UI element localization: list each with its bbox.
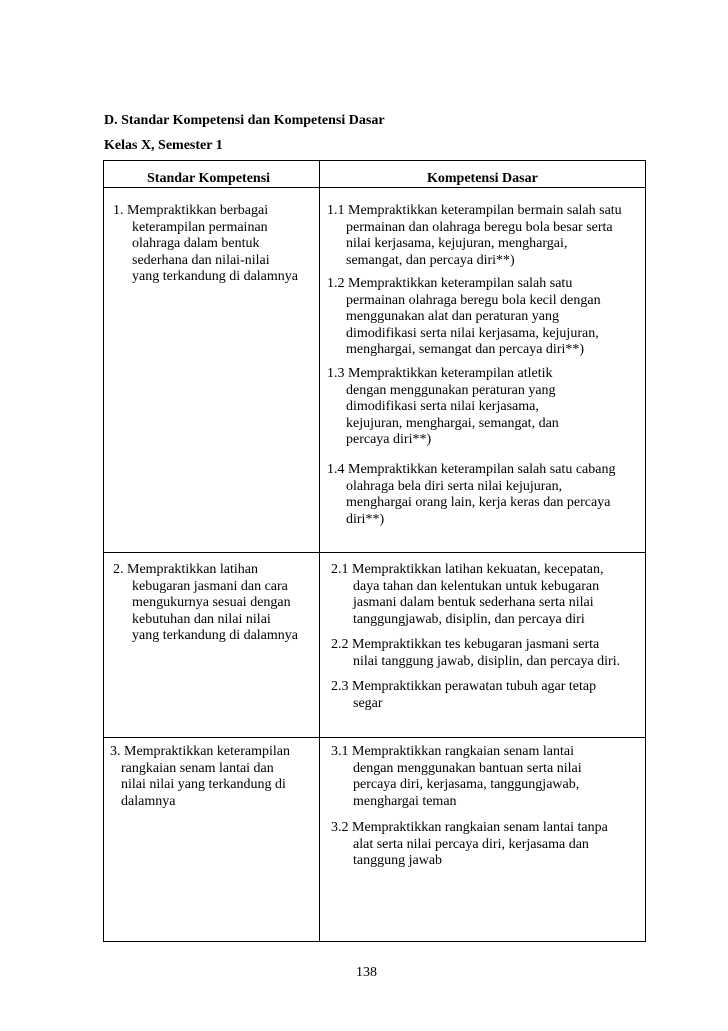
standard-competency-line: 2. Mempraktikkan latihan (113, 562, 259, 577)
basic-competency-1-1 (327, 203, 622, 269)
standard-competency-line: mengukurnya sesuai dengan (132, 595, 291, 610)
basic-competency-line: nilai tanggung jawab, disiplin, dan percaya diri. (353, 653, 621, 669)
basic-competency-line: percaya diri, kerjasama, tanggungjawab, (353, 777, 580, 792)
section-heading: D. Standar Kompetensi dan Kompetensi Dasar (104, 113, 385, 128)
basic-competency-line: dengan menggunakan bantuan serta nilai (353, 760, 582, 776)
basic-competency-line: 1.4 Mempraktikkan keterampilan salah satu cabang (327, 462, 616, 477)
basic-competency-line: menggunakan alat dan peraturan yang (346, 309, 560, 324)
basic-competency-line: 3.1 Mempraktikkan rangkaian senam lantai (331, 744, 574, 759)
basic-competency-1-2 (327, 276, 601, 359)
basic-competency-line: nilai kerjasama, kejujuran, menghargai, (346, 236, 568, 251)
basic-competency-line: tanggung jawab (353, 853, 443, 868)
basic-competency-line: menghargai, semangat dan percaya diri**) (346, 342, 585, 357)
basic-competency-line: 1.1 Mempraktikkan keterampilan bermain salah satu (327, 203, 622, 218)
header-divider (104, 187, 645, 188)
standard-competency-line: keterampilan permainan (132, 219, 268, 235)
basic-competency-2-2 (331, 637, 620, 670)
standard-competency-1 (113, 203, 298, 286)
standard-competency-line: kebutuhan dan nilai nilai (132, 611, 271, 627)
row-divider-1 (104, 552, 645, 553)
standard-competency-line: rangkaian senam lantai dan (121, 760, 274, 776)
standard-competency-3 (110, 744, 290, 810)
basic-competency-line: tanggungjawab, disiplin, dan percaya diri (353, 611, 585, 627)
basic-competency-line: 2.2 Mempraktikkan tes kebugaran jasmani serta (331, 637, 600, 652)
standard-competency-line: nilai nilai yang terkandung di (121, 777, 286, 792)
basic-competency-line: jasmani dalam bentuk sederhana serta nilai (353, 595, 594, 610)
standard-competency-line: sederhana dan nilai-nilai (132, 252, 270, 268)
basic-competency-line: diri**) (346, 511, 385, 527)
basic-competency-line: 1.3 Mempraktikkan keterampilan atletik (327, 366, 553, 381)
column-header-kompetensi-dasar: Kompetensi Dasar (427, 171, 538, 186)
basic-competency-line: percaya diri**) (346, 432, 432, 447)
page-number: 138 (356, 965, 377, 980)
class-semester-heading: Kelas X, Semester 1 (104, 138, 223, 153)
column-divider (319, 161, 320, 941)
basic-competency-line: olahraga bela diri serta nilai kejujuran, (346, 478, 563, 494)
basic-competency-line: semangat, dan percaya diri**) (346, 252, 515, 268)
basic-competency-line: daya tahan dan kelentukan untuk kebugaran (353, 578, 600, 594)
basic-competency-line: 3.2 Mempraktikkan rangkaian senam lantai tanpa (331, 820, 608, 835)
standard-competency-line: kebugaran jasmani dan cara (132, 578, 288, 594)
standard-competency-line: olahraga dalam bentuk (132, 236, 260, 251)
basic-competency-line: 2.3 Mempraktikkan perawatan tubuh agar tetap (331, 679, 597, 694)
standard-competency-line: 1. Mempraktikkan berbagai (113, 203, 269, 218)
basic-competency-line: permainan olahraga beregu bola kecil dengan (346, 292, 601, 308)
basic-competency-line: dimodifikasi serta nilai kerjasama, (346, 399, 539, 414)
basic-competency-line: menghargai orang lain, kerja keras dan percaya (346, 495, 611, 510)
basic-competency-line: segar (353, 695, 383, 711)
basic-competency-2-3 (331, 679, 596, 712)
basic-competency-line: permainan dan olahraga beregu bola besar serta (346, 219, 613, 235)
basic-competency-line: 2.1 Mempraktikkan latihan kekuatan, kecepatan, (331, 562, 604, 577)
basic-competency-line: dengan menggunakan peraturan yang (346, 382, 556, 398)
basic-competency-3-1 (331, 744, 582, 810)
basic-competency-2-1 (331, 562, 604, 628)
standard-competency-line: dalamnya (121, 793, 176, 809)
basic-competency-3-2 (331, 820, 608, 870)
standard-competency-line: yang terkandung di dalamnya (132, 269, 299, 284)
row-divider-2 (104, 737, 645, 738)
basic-competency-line: dimodifikasi serta nilai kerjasama, kejujuran, (346, 325, 599, 341)
basic-competency-line: alat serta nilai percaya diri, kerjasama dan (353, 836, 589, 852)
basic-competency-1-4 (327, 462, 615, 528)
column-header-standar-kompetensi: Standar Kompetensi (147, 171, 271, 186)
standard-competency-line: 3. Mempraktikkan keterampilan (110, 744, 290, 759)
standard-competency-line: yang terkandung di dalamnya (132, 628, 299, 643)
basic-competency-line: 1.2 Mempraktikkan keterampilan salah satu (327, 276, 573, 291)
standard-competency-2 (113, 562, 298, 645)
basic-competency-line: menghargai teman (353, 793, 457, 809)
basic-competency-line: kejujuran, menghargai, semangat, dan (346, 415, 559, 431)
basic-competency-1-3 (327, 366, 559, 449)
